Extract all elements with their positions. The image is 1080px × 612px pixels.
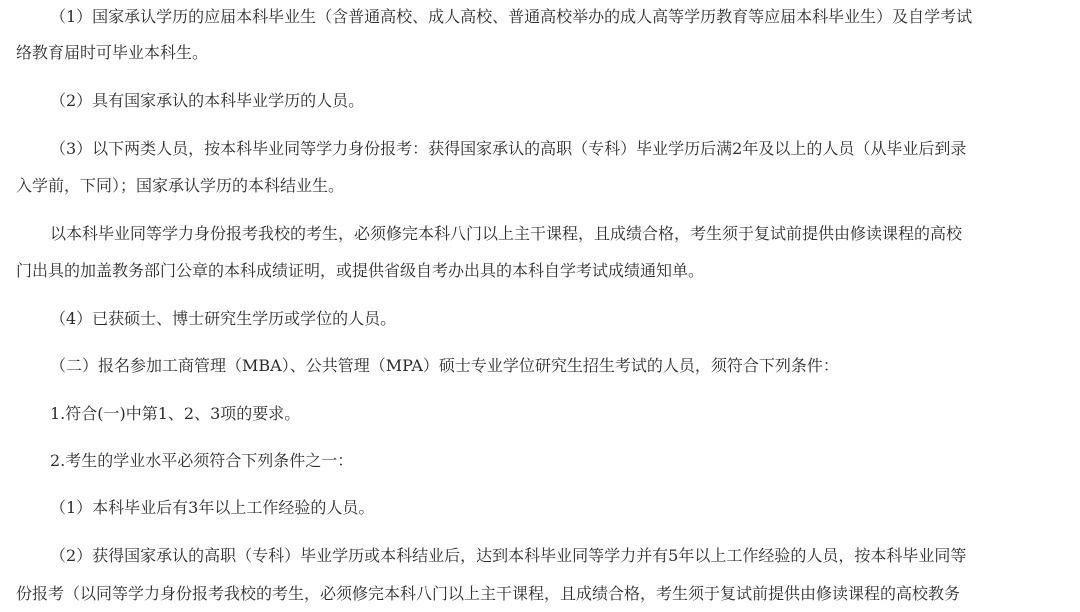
paragraph-line: （2）获得国家承认的高职（专科）毕业学历或本科结业后，达到本科毕业同等学力并有5年以上工作经验的人员，按本科毕业同等 [50,546,967,565]
section-heading: （二）报名参加工商管理（MBA）、公共管理（MPA）硕士专业学位研究生招生考试的人员，须符合下列条件： [50,356,839,375]
paragraph-line: （1）本科毕业后有3年以上工作经验的人员。 [50,498,375,517]
paragraph-line: 门出具的加盖教务部门公章的本科成绩证明，或提供省级自考办出具的本科自学考试成绩通知单。 [16,261,705,280]
paragraph-line: 1.符合(一)中第1、2、3项的要求。 [50,404,301,423]
paragraph-line: （2）具有国家承认的本科毕业学历的人员。 [50,91,365,110]
paragraph-line: 入学前，下同）；国家承认学历的本科结业生。 [16,176,345,195]
paragraph-line: 份报考（以同等学力身份报考我校的考生，必须修完本科八门以上主干课程，且成绩合格，考生须于复试前提供由修读课程的高校教务 [16,584,961,603]
paragraph-line: （1）国家承认学历的应届本科毕业生（含普通高校、成人高校、普通高校举办的成人高等学历教育等应届本科毕业生）及自学考试 [50,7,973,26]
paragraph-line: 以本科毕业同等学力身份报考我校的考生，必须修完本科八门以上主干课程，且成绩合格，考生须于复试前提供由修读课程的高校 [50,224,963,243]
paragraph-line: 2.考生的学业水平必须符合下列条件之一： [50,451,354,470]
paragraph-line: 络教育届时可毕业本科生。 [16,43,209,62]
paragraph-line: （4）已获硕士、博士研究生学历或学位的人员。 [50,309,397,328]
paragraph-line: （3）以下两类人员，按本科毕业同等学力身份报考：获得国家承认的高职（专科）毕业学历后满2年及以上的人员（从毕业后到录 [50,139,967,158]
